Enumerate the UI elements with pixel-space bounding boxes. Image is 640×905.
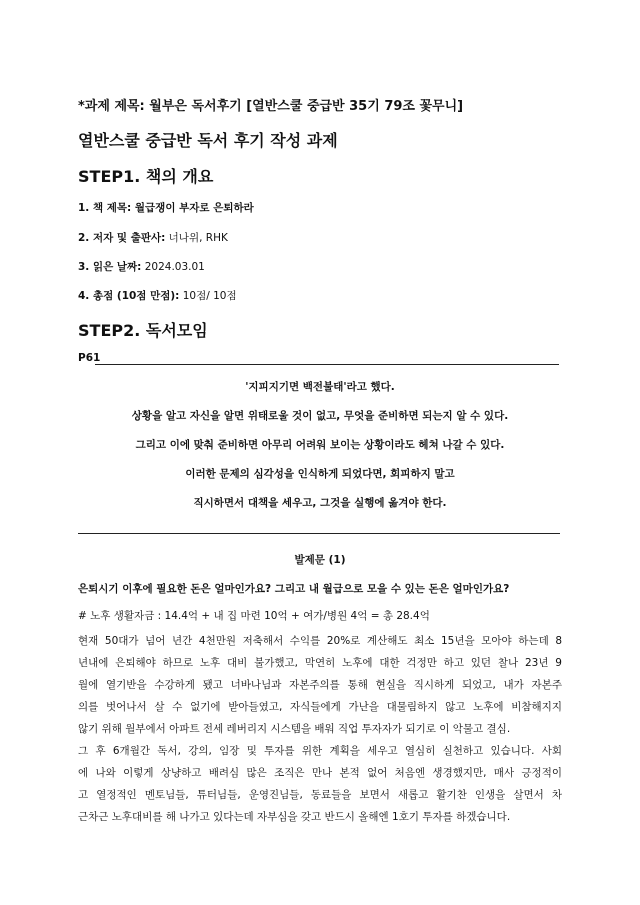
retirement-fund-formula: # 노후 생활자금 : 14.4억 + 내 집 마련 10억 + 여가/병원 4억 = 총 28.4억	[78, 610, 430, 622]
paragraph-line: 의를 벗어나서 살 수 없기에 받아들였고, 자식들에게 가난을 대물림하지 않고 노후에 비참해지지	[78, 701, 562, 713]
quote-line: 이러한 문제의 심각성을 인식하게 되었다면, 회피하지 말고	[185, 468, 455, 480]
info-score	[78, 288, 237, 303]
info-book-title	[78, 200, 254, 215]
info-author	[78, 230, 228, 245]
info-author-value: 너나위, RHK	[165, 232, 228, 244]
answer-paragraph-2	[78, 740, 562, 828]
info-read-date-label: 3. 읽은 날짜:	[78, 261, 142, 273]
step2-heading: STEP2. 독서모임	[78, 321, 208, 340]
paragraph-line: 월에 열기반을 수강하게 됐고 너바나님과 자본주의를 통해 현실을 직시하게 되었고, 내가 자본주	[78, 679, 562, 691]
paragraph-line: 고 열정적인 멘토님들, 튜터님들, 운영진님들, 동료들을 보면서 새롭고 활기찬 인생을 살면서 차	[78, 789, 562, 801]
step1-heading: STEP1. 책의 개요	[78, 167, 214, 186]
quote-line: 직시하면서 대책을 세우고, 그것을 실행에 옮겨야 한다.	[193, 497, 447, 509]
quote-line: 그리고 이에 맞춰 준비하면 아무리 어려워 보이는 상황이라도 헤쳐 나갈 수 있다.	[135, 439, 505, 451]
answer-paragraph-1	[78, 630, 562, 740]
info-score-value: 10점/ 10점	[179, 290, 237, 302]
paragraph-line: 않기 위해 월부에서 아파트 전세 레버리지 시스템을 배워 직업 투자자가 되기로 이 악물고 결심.	[78, 723, 511, 735]
paragraph-line: 에 나와 이렇게 상냥하고 배려심 많은 조직은 만나 본적 없어 처음엔 생경했지만, 매사 긍정적이	[78, 767, 562, 779]
paragraph-line: 현재 50대가 넘어 년간 4천만원 저축해서 수익를 20%로 계산해도 최소 15년을 모아야 하는데 8	[78, 635, 562, 647]
info-score-label: 4. 총점 (10점 만점):	[78, 290, 180, 302]
proposal-question: 은퇴시기 이후에 필요한 돈은 얼마인가요? 그리고 내 월급으로 모을 수 있는 돈은 얼마인가요?	[78, 583, 510, 595]
paragraph-line: 년내에 은퇴해야 하므로 노후 대비 불가했고, 막연히 노후에 대한 걱정만 하고 있던 찰나 23년 9	[78, 657, 562, 669]
info-read-date	[78, 259, 205, 274]
proposal-title: 발제문 (1)	[294, 554, 346, 566]
page-reference: P61	[78, 352, 101, 364]
page-reference-underline	[95, 364, 559, 365]
paragraph-line: 근차근 노후대비를 해 나가고 있다는데 자부심을 갖고 반드시 올해엔 1호기 투자를 하겠습니다.	[78, 811, 511, 823]
info-book-title-label: 1. 책 제목: 월급쟁이 부자로 은퇴하라	[78, 202, 254, 214]
task-title: *과제 제목: 월부은 독서후기 [열반스쿨 중급반 35기 79조 꽃무니]	[78, 99, 464, 114]
quote-line: '지피지기면 백전불태'라고 했다.	[245, 381, 395, 393]
main-heading: 열반스쿨 중급반 독서 후기 작성 과제	[78, 131, 338, 150]
paragraph-line: 그 후 6개월간 독서, 강의, 임장 및 투자를 위한 계획을 세우고 열심히 실천하고 있습니다. 사회	[78, 745, 562, 757]
quote-divider	[78, 533, 560, 534]
info-author-label: 2. 저자 및 출판사:	[78, 232, 166, 244]
quote-line: 상황을 알고 자신을 알면 위태로울 것이 없고, 무엇을 준비하면 되는지 알 수 있다.	[131, 410, 509, 422]
info-read-date-value: 2024.03.01	[141, 261, 205, 273]
